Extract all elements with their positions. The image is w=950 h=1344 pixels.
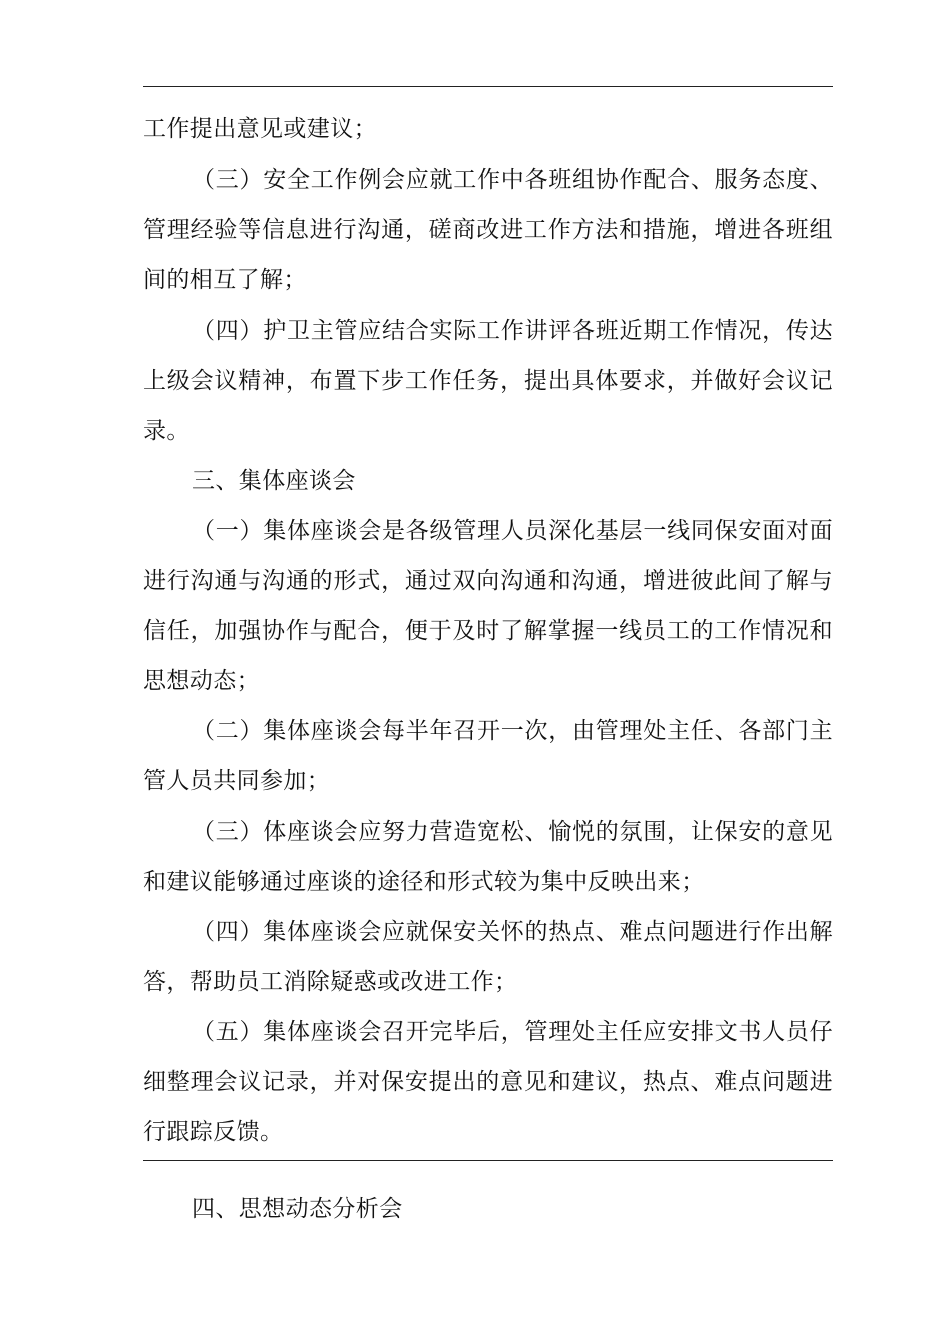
- text-line: 细整理会议记录，并对保安提出的意见和建议，热点、难点问题进: [143, 1069, 833, 1095]
- section-heading: 四、思想动态分析会: [192, 1196, 403, 1222]
- text-line: 和建议能够通过座谈的途径和形式较为集中反映出来；: [143, 869, 705, 895]
- page-break-rule: [143, 1160, 833, 1161]
- text-line: 上级会议精神，布置下步工作任务，提出具体要求，并做好会议记: [143, 368, 833, 394]
- text-line: （一）集体座谈会是各级管理人员深化基层一线同保安面对面: [192, 518, 833, 544]
- text-line: 进行沟通与沟通的形式，通过双向沟通和沟通，增进彼此间了解与: [143, 568, 833, 594]
- text-line: （四）护卫主管应结合实际工作讲评各班近期工作情况，传达: [192, 318, 833, 344]
- text-line: （三）安全工作例会应就工作中各班组协作配合、服务态度、: [192, 167, 833, 193]
- text-line: 行跟踪反馈。: [143, 1119, 284, 1145]
- header-rule: [143, 86, 833, 87]
- text-line: 间的相互了解；: [143, 267, 307, 293]
- text-line: 工作提出意见或建议；: [143, 116, 377, 142]
- text-line: 录。: [143, 418, 190, 444]
- text-line: （二）集体座谈会每半年召开一次，由管理处主任、各部门主: [192, 718, 833, 744]
- text-line: （五）集体座谈会召开完毕后，管理处主任应安排文书人员仔: [192, 1019, 833, 1045]
- text-line: （三）体座谈会应努力营造宽松、愉悦的氛围，让保安的意见: [192, 819, 833, 845]
- text-line: （四）集体座谈会应就保安关怀的热点、难点问题进行作出解: [192, 919, 833, 945]
- text-line: 管理经验等信息进行沟通，磋商改进工作方法和措施，增进各班组: [143, 217, 833, 243]
- text-line: 管人员共同参加；: [143, 768, 331, 794]
- text-line: 答，帮助员工消除疑惑或改进工作；: [143, 969, 518, 995]
- section-heading: 三、集体座谈会: [192, 468, 356, 494]
- text-line: 信任，加强协作与配合，便于及时了解掌握一线员工的工作情况和: [143, 618, 833, 644]
- text-line: 思想动态；: [143, 668, 260, 694]
